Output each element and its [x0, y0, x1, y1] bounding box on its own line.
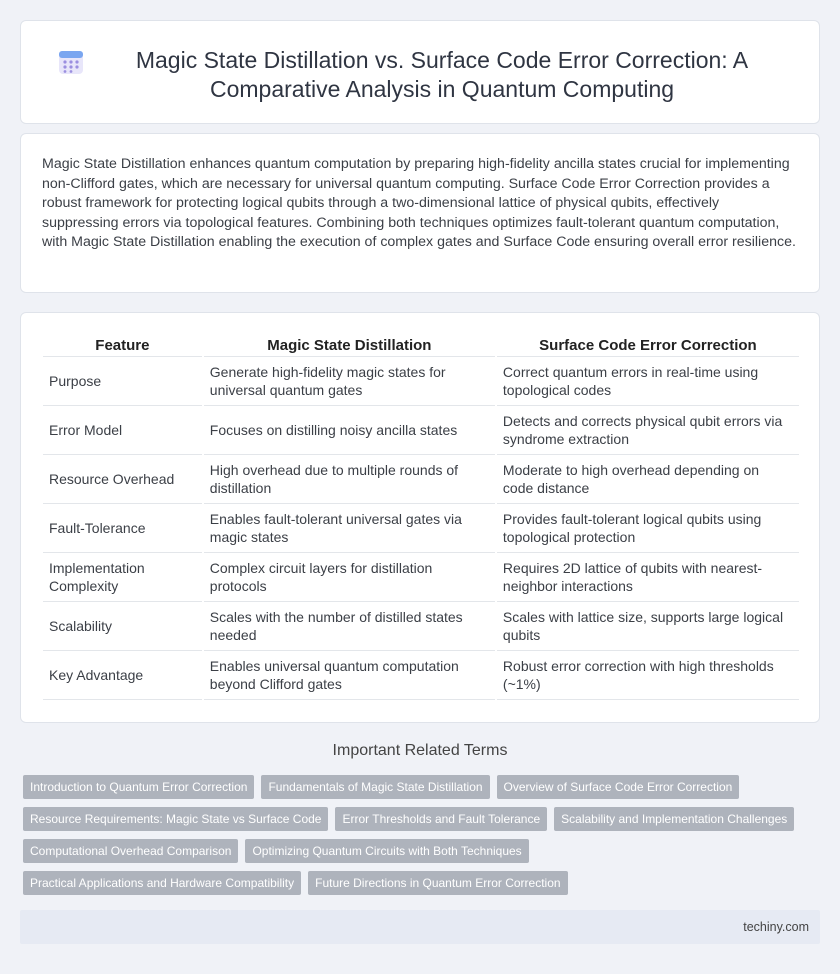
- feature-cell: Purpose: [43, 357, 202, 406]
- feature-cell: Fault-Tolerance: [43, 504, 202, 553]
- related-term-tag[interactable]: Computational Overhead Comparison: [23, 839, 238, 863]
- title-wrap: [21, 46, 819, 104]
- related-term-tag[interactable]: Future Directions in Quantum Error Correction: [308, 871, 567, 895]
- magic-state-cell: Generate high-fidelity magic states for universal quantum gates: [204, 357, 495, 406]
- magic-state-cell: Complex circuit layers for distillation protocols: [204, 553, 495, 602]
- related-term-tag[interactable]: Resource Requirements: Magic State vs Surface Code: [23, 807, 328, 831]
- surface-code-cell: Requires 2D lattice of qubits with nearest-neighbor interactions: [497, 553, 799, 602]
- related-term-tag[interactable]: Practical Applications and Hardware Compatibility: [23, 871, 301, 895]
- magic-state-cell: Enables universal quantum computation beyond Clifford gates: [204, 651, 495, 700]
- magic-state-cell: Enables fault-tolerant universal gates via magic states: [204, 504, 495, 553]
- surface-code-cell: Scales with lattice size, supports large logical qubits: [497, 602, 799, 651]
- table-row: [43, 504, 799, 553]
- page-title: Magic State Distillation vs. Surface Code Error Correction: A Comparative Analysis in Quantum Computing: [135, 47, 749, 102]
- feature-cell: Key Advantage: [43, 651, 202, 700]
- table-row: [43, 651, 799, 700]
- surface-code-cell: Detects and corrects physical qubit errors via syndrome extraction: [497, 406, 799, 455]
- related-term-tag[interactable]: Scalability and Implementation Challenges: [554, 807, 794, 831]
- header-feature: Feature: [43, 333, 202, 357]
- footer-brand[interactable]: techiny.com: [743, 920, 809, 934]
- related-terms-list: [23, 775, 803, 903]
- table-row: [43, 406, 799, 455]
- surface-code-cell: Provides fault-tolerant logical qubits using topological protection: [497, 504, 799, 553]
- feature-cell: Resource Overhead: [43, 455, 202, 504]
- table-header-row: [43, 333, 799, 357]
- magic-state-cell: Scales with the number of distilled states needed: [204, 602, 495, 651]
- magic-state-cell: High overhead due to multiple rounds of distillation: [204, 455, 495, 504]
- table-row: [43, 553, 799, 602]
- related-term-tag[interactable]: Error Thresholds and Fault Tolerance: [335, 807, 547, 831]
- related-term-tag[interactable]: Optimizing Quantum Circuits with Both Techniques: [245, 839, 528, 863]
- intro-card: [20, 133, 820, 293]
- comparison-card: [20, 312, 820, 723]
- related-term-tag[interactable]: Overview of Surface Code Error Correction: [497, 775, 740, 799]
- feature-cell: Scalability: [43, 602, 202, 651]
- related-terms-heading: Important Related Terms: [332, 742, 508, 759]
- table-row: [43, 357, 799, 406]
- title-card: [20, 20, 820, 124]
- related-term-tag[interactable]: Introduction to Quantum Error Correction: [23, 775, 254, 799]
- calendar-icon: [58, 49, 84, 75]
- surface-code-cell: Correct quantum errors in real-time using topological codes: [497, 357, 799, 406]
- intro-paragraph: Magic State Distillation enhances quantum computation by preparing high-fidelity ancilla states crucial for implementing non-Clifford gates, which are necessary for universal quantum computing. Surface Code Error Correction provides a robust framework for protecting logical qubits through a two-dimensional lattice of physical qubits, effectively suppressing errors via topological features. Combining both techniques optimizes fault-tolerant quantum computation, with Magic State Distillation enabling the execution of complex gates and Surface Code ensuring overall error resilience.: [42, 156, 796, 250]
- comparison-table: [41, 333, 801, 700]
- footer: [20, 910, 820, 944]
- surface-code-cell: Robust error correction with high thresholds (~1%): [497, 651, 799, 700]
- table-row: [43, 602, 799, 651]
- header-surface-code: Surface Code Error Correction: [497, 333, 799, 357]
- feature-cell: Implementation Complexity: [43, 553, 202, 602]
- header-magic-state: Magic State Distillation: [204, 333, 495, 357]
- magic-state-cell: Focuses on distilling noisy ancilla states: [204, 406, 495, 455]
- related-term-tag[interactable]: Fundamentals of Magic State Distillation: [261, 775, 489, 799]
- feature-cell: Error Model: [43, 406, 202, 455]
- surface-code-cell: Moderate to high overhead depending on code distance: [497, 455, 799, 504]
- table-row: [43, 455, 799, 504]
